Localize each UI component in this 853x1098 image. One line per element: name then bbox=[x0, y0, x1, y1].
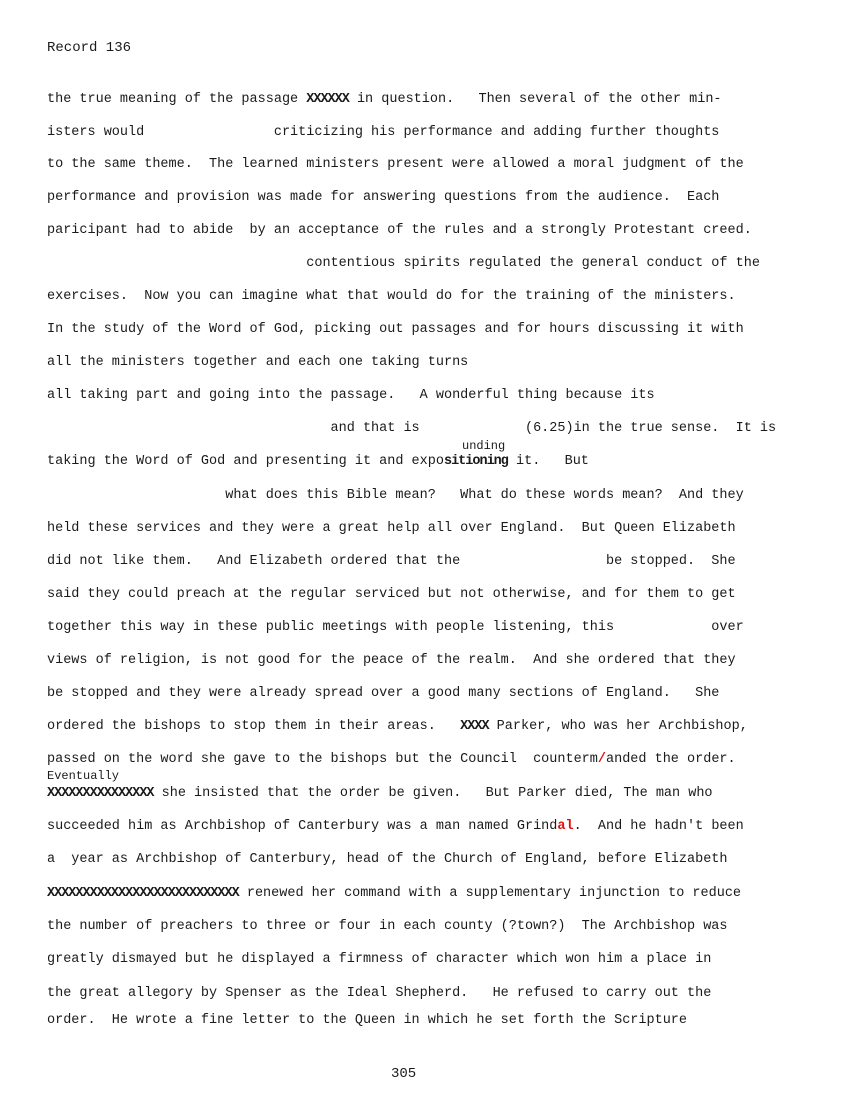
text-line bbox=[47, 256, 760, 272]
text-run: anded the order. bbox=[606, 752, 736, 767]
text-run: said they could preach at the regular serviced but not otherwise, and for them to get bbox=[47, 587, 736, 602]
text-line bbox=[47, 952, 711, 968]
text-line bbox=[47, 1013, 687, 1029]
text-line bbox=[47, 125, 719, 141]
text-run: . And he hadn't been bbox=[573, 819, 744, 834]
text-line bbox=[47, 488, 744, 504]
text-mark: XXXX bbox=[460, 719, 489, 734]
text-line bbox=[47, 554, 736, 570]
text-line bbox=[47, 819, 744, 835]
text-run: order. He wrote a fine letter to the Queen in which he set forth the Scripture bbox=[47, 1013, 688, 1028]
text-run: Parker, who was her Archbishop, bbox=[488, 719, 748, 734]
interlinear-insert-unding: unding bbox=[462, 439, 506, 453]
text-line bbox=[47, 719, 748, 735]
text-run: all taking part and going into the passage. A wonderful thing because its bbox=[47, 388, 655, 403]
text-run: passed on the word she gave to the bishops but the Council counterm bbox=[47, 752, 598, 767]
text-line bbox=[47, 620, 744, 636]
text-run: held these services and they were a great help all over England. But Queen Elizabeth bbox=[47, 521, 736, 536]
text-run: ordered the bishops to stop them in their areas. bbox=[47, 719, 461, 734]
text-run: performance and provision was made for answering questions from the audience. Each bbox=[47, 190, 720, 205]
text-run: exercises. Now you can imagine what that would do for the training of the ministers. bbox=[47, 289, 736, 304]
text-line bbox=[47, 289, 736, 305]
text-run: the true meaning of the passage bbox=[47, 92, 307, 107]
text-run: isters would criticizing his performance and adding further thoughts bbox=[47, 125, 720, 140]
text-run: succeeded him as Archbishop of Canterbury was a man named Grind bbox=[47, 819, 558, 834]
text-run: a year as Archbishop of Canterbury, head of the Church of England, before Elizabeth bbox=[47, 852, 728, 867]
text-run: greatly dismayed but he displayed a firmness of character which won him a place in bbox=[47, 952, 712, 967]
text-run: renewed her command with a supplementary injunction to reduce bbox=[238, 886, 742, 901]
text-mark: al bbox=[557, 819, 574, 834]
text-line bbox=[47, 587, 736, 603]
text-line bbox=[47, 852, 728, 868]
text-line bbox=[47, 92, 722, 108]
text-mark: sitioning bbox=[443, 454, 508, 469]
text-run: the great allegory by Spenser as the Ideal Shepherd. He refused to carry out the bbox=[47, 986, 712, 1001]
text-mark: XXXXXXXXXXXXXXX bbox=[47, 786, 154, 801]
text-line bbox=[47, 157, 744, 173]
text-mark: / bbox=[597, 752, 606, 767]
text-run: what does this Bible mean? What do these words mean? And they bbox=[47, 488, 744, 503]
text-run: together this way in these public meetings with people listening, this over bbox=[47, 620, 744, 635]
text-line bbox=[47, 388, 655, 404]
text-run: did not like them. And Elizabeth ordered that the be stopped. She bbox=[47, 554, 736, 569]
text-run: all the ministers together and each one taking turns bbox=[47, 355, 469, 370]
text-line bbox=[47, 919, 728, 935]
text-line bbox=[47, 190, 719, 206]
text-run: it. But bbox=[507, 454, 589, 469]
text-run: paricipant had to abide by an acceptance of the rules and a strongly Protestant creed. bbox=[47, 223, 752, 238]
text-run: the number of preachers to three or four in each county (?town?) The Archbishop was bbox=[47, 919, 728, 934]
text-run: taking the Word of God and presenting it and expo bbox=[47, 454, 444, 469]
text-line bbox=[47, 223, 752, 239]
text-mark: XXXXXXXXXXXXXXXXXXXXXXXXXXX bbox=[47, 886, 239, 901]
record-header: Record 136 bbox=[47, 40, 132, 56]
text-run: views of religion, is not good for the peace of the realm. And she ordered that they bbox=[47, 653, 736, 668]
text-run: In the study of the Word of God, picking out passages and for hours discussing it with bbox=[47, 322, 744, 337]
text-line bbox=[47, 421, 776, 437]
text-run: contentious spirits regulated the general conduct of the bbox=[47, 256, 760, 271]
text-run: be stopped and they were already spread over a good many sections of England. She bbox=[47, 686, 720, 701]
text-run: and that is (6.25)in the true sense. It is bbox=[47, 421, 777, 436]
text-line bbox=[47, 886, 741, 902]
text-line bbox=[47, 786, 713, 802]
text-line bbox=[47, 752, 736, 768]
text-line bbox=[47, 653, 736, 669]
text-mark: XXXXXX bbox=[306, 92, 349, 107]
text-line bbox=[47, 986, 711, 1002]
text-run: to the same theme. The learned ministers present were allowed a moral judgment of the bbox=[47, 157, 744, 172]
text-line bbox=[47, 521, 736, 537]
text-line bbox=[47, 454, 589, 470]
text-line bbox=[47, 355, 468, 371]
text-run: in question. Then several of the other min- bbox=[348, 92, 722, 107]
text-line bbox=[47, 686, 719, 702]
interlinear-insert-eventually: Eventually bbox=[47, 769, 120, 783]
text-line bbox=[47, 322, 744, 338]
text-run: she insisted that the order be given. But Parker died, The man who bbox=[153, 786, 713, 801]
page-number: 305 bbox=[391, 1066, 417, 1082]
